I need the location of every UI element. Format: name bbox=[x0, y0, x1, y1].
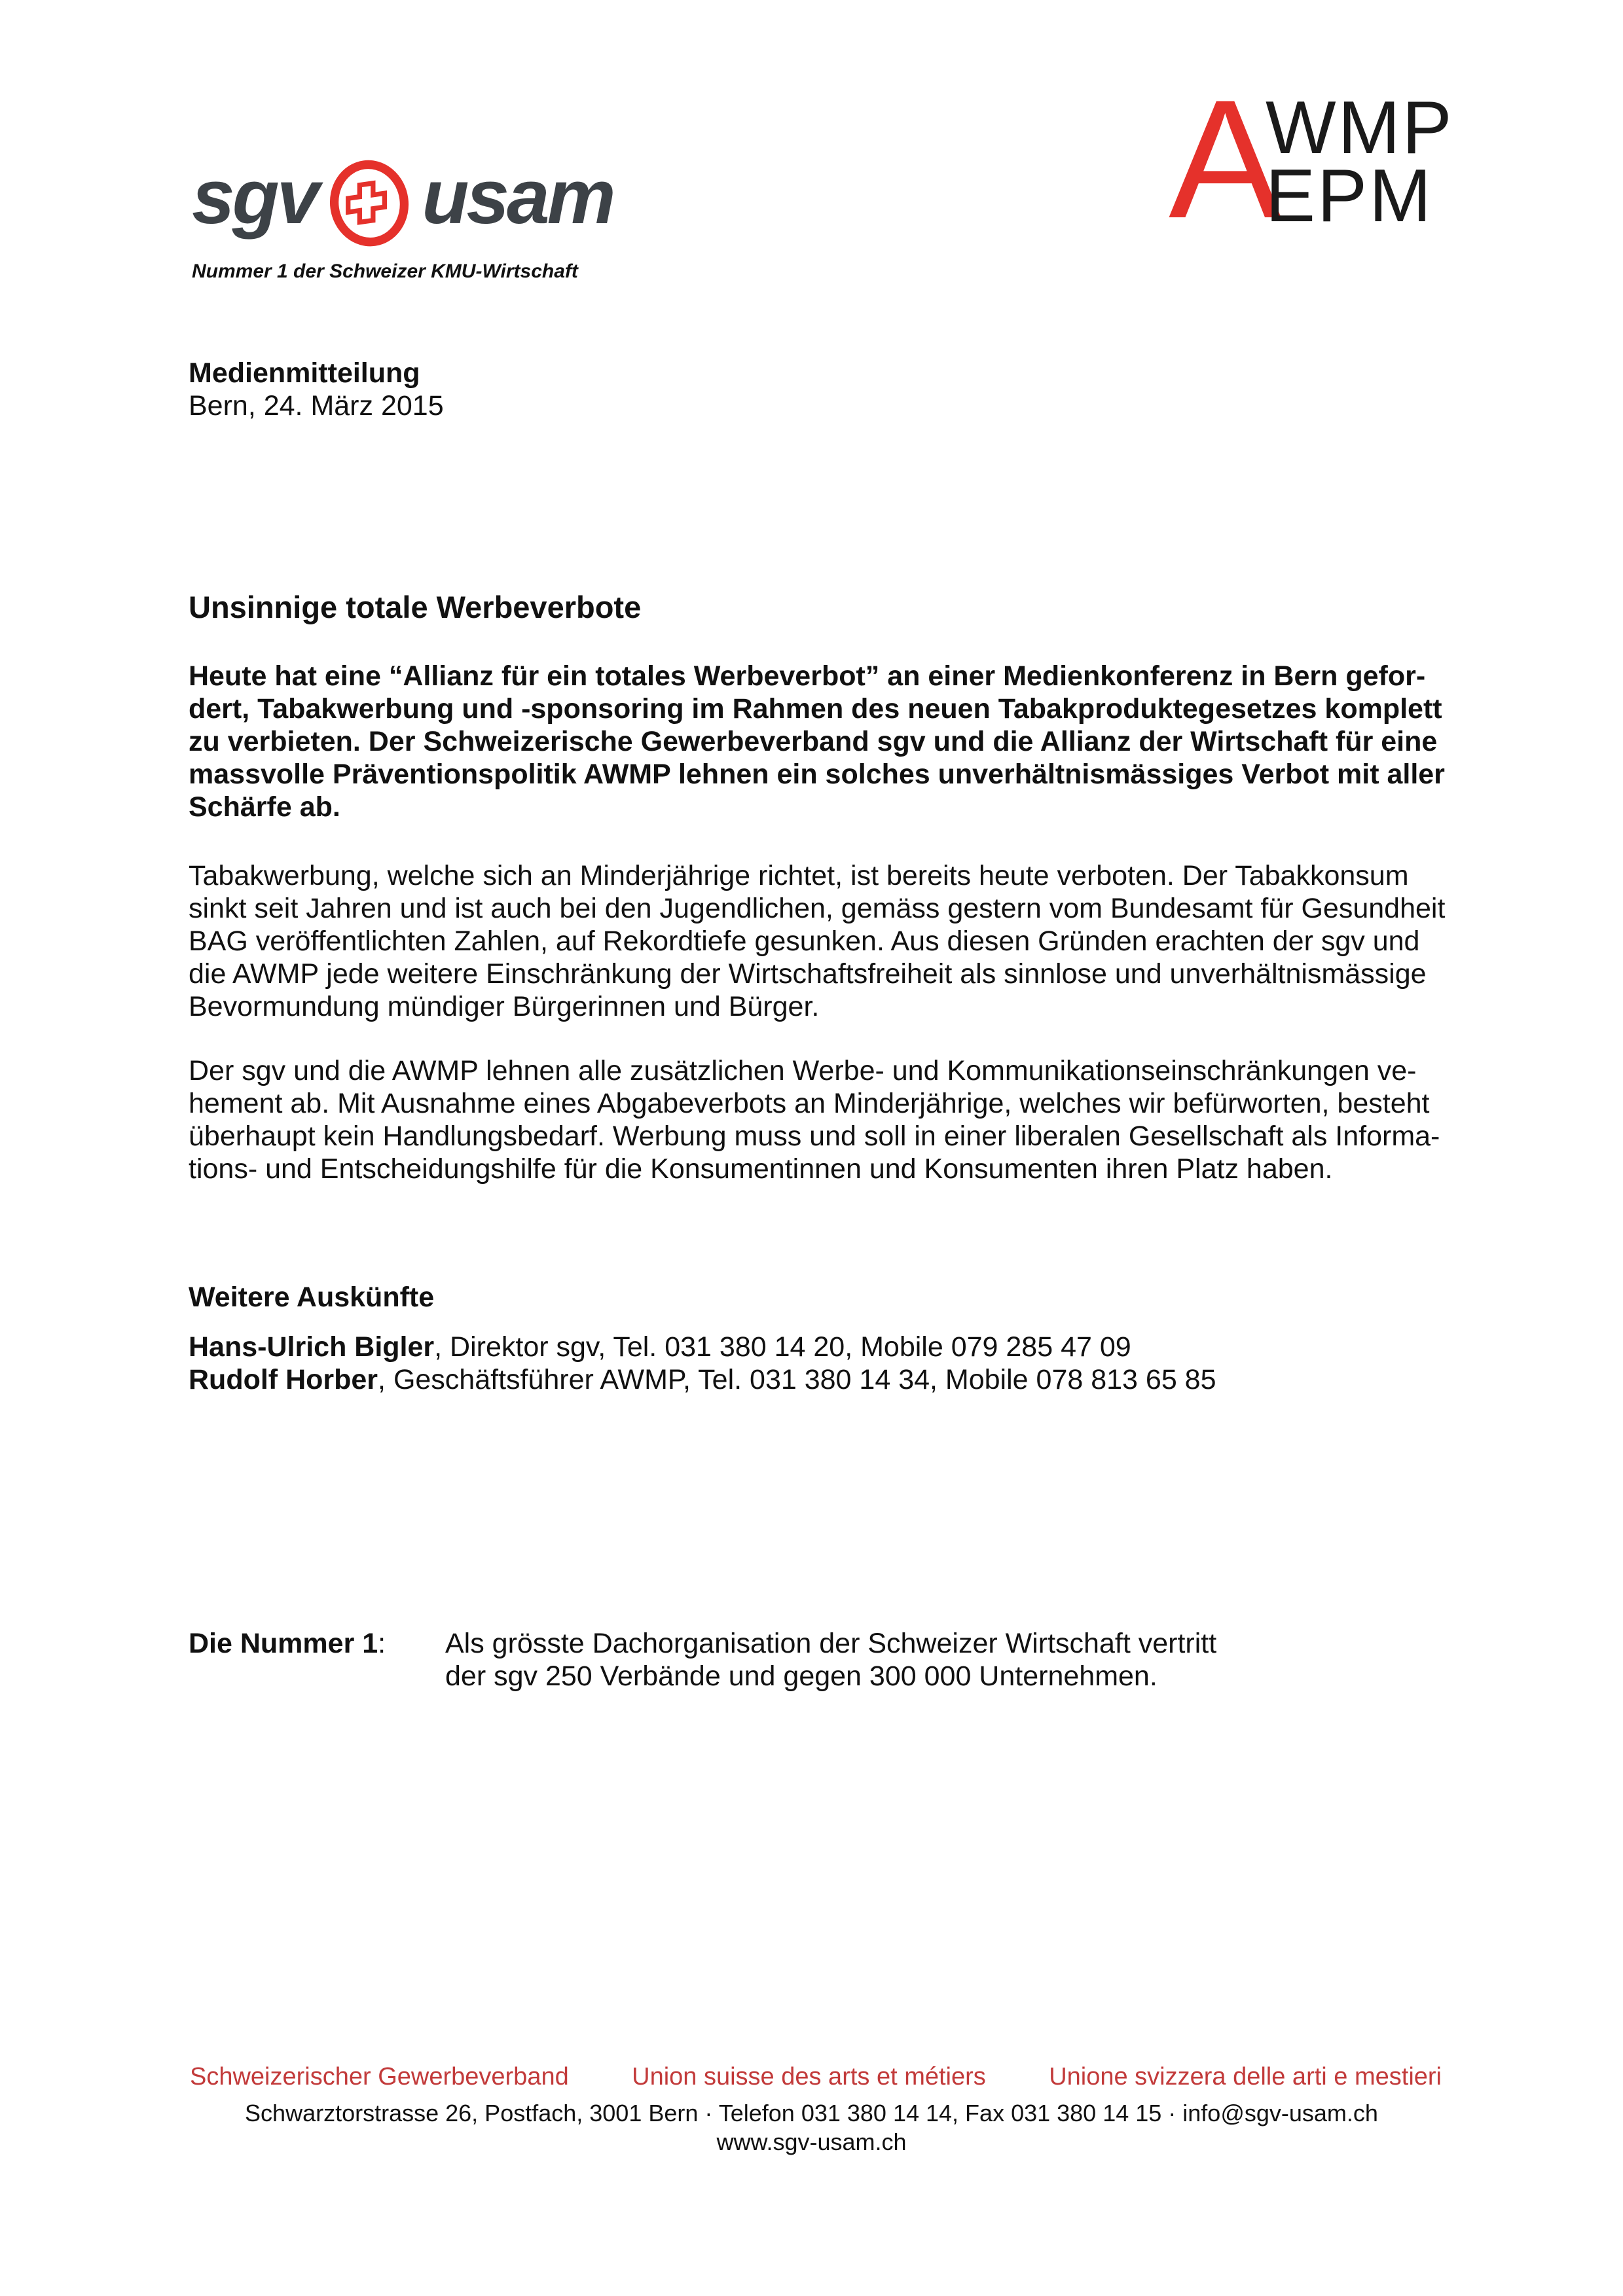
sgv-usam-logo bbox=[192, 145, 613, 283]
page-title: Unsinnige totale Werbeverbote bbox=[189, 590, 642, 624]
paragraph-line: Als grösste Dachorganisation der Schweizer Wirtschaft vertritt bbox=[445, 1628, 1217, 1659]
lead-paragraph bbox=[189, 660, 1452, 823]
sgv-logo-tagline: Nummer 1 der Schweizer KMU-Wirtschaft bbox=[192, 260, 578, 282]
contact-name: Rudolf Horber bbox=[189, 1364, 378, 1395]
paragraph-line: die AWMP jede weitere Einschränkung der Wirtschaftsfreiheit als sinnlose und unverhältnismässige bbox=[189, 958, 1427, 990]
contact-name: Hans-Ulrich Bigler bbox=[189, 1331, 435, 1363]
document-meta bbox=[189, 357, 444, 422]
paragraph-line: Heute hat eine “Allianz für ein totales Werbeverbot” an einer Medienkonferenz in Bern gefor- bbox=[189, 660, 1426, 692]
body-paragraph-1 bbox=[189, 859, 1452, 1023]
awmp-logo-letter-a: A bbox=[1169, 64, 1282, 253]
footer-org-de: Schweizerischer Gewerbeverband bbox=[190, 2063, 569, 2090]
dateline: Bern, 24. März 2015 bbox=[189, 390, 444, 422]
sgv-logo-text-right: usam bbox=[422, 154, 613, 240]
paragraph-line: überhaupt kein Handlungsbedarf. Werbung muss und soll in einer liberalen Gesellschaft als Informa- bbox=[189, 1121, 1440, 1152]
paragraph-line: tions- und Entscheidungshilfe für die Konsumentinnen und Konsumenten ihren Platz haben. bbox=[189, 1153, 1333, 1185]
paragraph-line: Schärfe ab. bbox=[189, 791, 340, 823]
paragraph-line: sinkt seit Jahren und ist auch bei den Jugendlichen, gemäss gestern vom Bundesamt für Gesundheit bbox=[189, 893, 1446, 924]
paragraph-line: Bevormundung mündiger Bürgerinnen und Bürger. bbox=[189, 991, 820, 1022]
paragraph-line: BAG veröffentlichten Zahlen, auf Rekordtiefe gesunken. Aus diesen Gründen erachten der sgv und bbox=[189, 925, 1420, 957]
paragraph-line: Der sgv und die AWMP lehnen alle zusätzlichen Werbe- und Kommunikationseinschränkungen ve- bbox=[189, 1055, 1417, 1086]
contact-row bbox=[189, 1331, 1216, 1363]
paragraph-line: hement ab. Mit Ausnahme eines Abgabeverbots an Minderjährige, welches wir befürworten, besteht bbox=[189, 1088, 1430, 1119]
contacts-list bbox=[189, 1331, 1216, 1396]
footer-organizations bbox=[190, 2063, 1442, 2091]
contact-details: , Direktor sgv, Tel. 031 380 14 20, Mobile 079 285 47 09 bbox=[434, 1331, 1131, 1363]
paragraph-line: Tabakwerbung, welche sich an Minderjährige richtet, ist bereits heute verboten. Der Tabakkonsum bbox=[189, 860, 1409, 891]
footer-org-it: Unione svizzera delle arti e mestieri bbox=[1049, 2063, 1442, 2090]
paragraph-line: dert, Tabakwerbung und -sponsoring im Rahmen des neuen Tabakproduktegesetzes komplett bbox=[189, 693, 1442, 725]
boilerplate-text bbox=[445, 1627, 1296, 1693]
document-type-label: Medienmitteilung bbox=[189, 357, 420, 389]
swiss-cross-ring-icon bbox=[321, 154, 418, 258]
sgv-logo-text-left: sgv bbox=[192, 154, 318, 240]
boilerplate-label bbox=[189, 1627, 386, 1660]
paragraph-line: zu verbieten. Der Schweizerische Gewerbeverband sgv und die Allianz der Wirtschaft für eine bbox=[189, 726, 1438, 757]
contact-row bbox=[189, 1363, 1216, 1396]
footer-org-fr: Union suisse des arts et métiers bbox=[632, 2063, 986, 2090]
awmp-logo-line1: WMP bbox=[1266, 86, 1454, 170]
footer-address: Schwarztorstrasse 26, Postfach, 3001 Bern · Telefon 031 380 14 14, Fax 031 380 14 15 · info@sgv-usam.ch bbox=[245, 2100, 1378, 2126]
contact-details: , Geschäftsführer AWMP, Tel. 031 380 14 34, Mobile 078 813 65 85 bbox=[378, 1364, 1216, 1395]
paragraph-line: massvolle Präventionspolitik AWMP lehnen ein solches unverhältnismässiges Verbot mit aller bbox=[189, 759, 1445, 790]
body-paragraph-2 bbox=[189, 1054, 1452, 1185]
awmp-aepm-logo bbox=[1169, 64, 1454, 253]
boilerplate-label-text: Die Nummer 1 bbox=[189, 1628, 378, 1659]
paragraph-line: der sgv 250 Verbände und gegen 300 000 Unternehmen. bbox=[445, 1660, 1158, 1692]
contacts-heading: Weitere Auskünfte bbox=[189, 1282, 435, 1313]
footer-website: www.sgv-usam.ch bbox=[716, 2128, 907, 2155]
boilerplate-label-colon: : bbox=[378, 1628, 386, 1659]
awmp-logo-line2: EPM bbox=[1266, 154, 1434, 238]
